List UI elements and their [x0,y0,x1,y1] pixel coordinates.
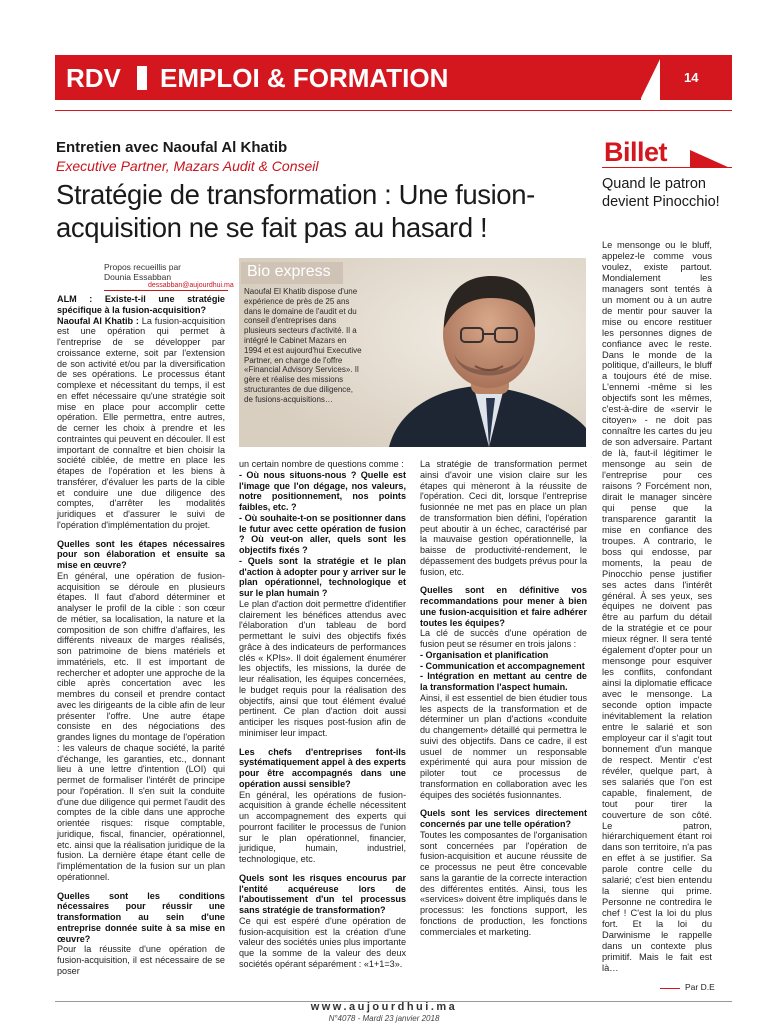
byline-line1: Propos recueillis par [104,262,182,272]
article-column-2 [239,459,406,970]
question-1: ALM : Existe-t-il une stratégie spécifique à la fusion-acquisition? [57,294,225,315]
byline [104,262,181,282]
page-number: 14 [684,70,699,85]
header-band-wedge [640,55,662,100]
questions-list [239,470,406,599]
interview-kicker: Entretien avec Naoufal Al Khatib [56,139,288,156]
bio-title: Bio express [247,263,331,280]
byline-author: Dounia Essabban [104,272,172,282]
answer-1-speaker: Naoufal Al Khatib : [57,315,139,326]
question-4: Les chefs d'entreprises font-ils systématiquement appel à des experts pour être accompagnés dans une opération aussi sensible? [239,746,406,789]
answer-5: Ce qui est espéré d'une opération de fusion-acquisition est la création d'une valeur des sociétés unies plus importante que la somme de la valeur des deux sociétés opérant séparément : «1+1=3». [239,915,406,969]
billet-signature: Par D.E [685,982,715,992]
question-6: Quelles sont en définitive vos recommandations pour mener à bien une fusion-acquisition et faire adhérer toutes les équipes? [420,585,587,628]
list-item: - Organisation et planification [420,649,549,660]
billet-text: Le mensonge ou le bluff, appelez-le comme vous voulez, existe partout. Mondialement les managers sont tentés à un moment ou à un autre de mentir pour sauver la mise ou encore restituer les personnes dignes de confiance avec le reste. Dans le monde de la politique, d'ailleurs, le bluff a toujours été de mise. L'ennemi -même si les objectifs sont les mêmes, c'est-à-dire de «servir le citoyen» - ne doit pas connaître les cartes du jeu de son adversaire. Partant de là, faut-il légitimer le mensonge au sein de l'entreprise pour ces raisons ? Forcément non, dirait le manager sincère qui pense que la transparence garantit la mise en confiance des troupes. A contrario, le boss qui endosse, par moments, la peau de Pinocchio pense justifier ses actes dans l'intérêt général. À ses yeux, ses équipes ne doivent pas être au parfum du détail de la stratégie et ce pour mieux régner. Il sera tenté également d'opter pour un mensonge pour esquiver les conflits, confondant ainsi la diplomatie efficace avec le mensonge. La seconde option impacte inévitablement la relation entre le salarié et son employeur car il s'agit tout bonnement d'un manque de respect. Mentir c'est révéler, quelque part, à ses salariés que l'on est capable, finalement, de tout pour tirer la couverture de son côté. Le patron, hiérarchiquement étant roi dans son territoire, n'a pas en effet à se justifier. Sa parole contre celle du salarié; c'est bien entendu la sienne qui prime. Personne ne contredira le chef ! C'est la loi du plus fort. Et la loi du Darwinisme le rappelle dans un contexte plus primitif. Mais le fait est là… [602,240,712,973]
answer-1-text: La fusion-acquisition est une opération qui permet à l'entreprise de se développer par croissance externe, soit par l'extension de son activité et/ou par la diversification de ses opérations. Le processus étant complexe et nécessitant du temps, il est en effet nécessaire qu'une stratégie soit mise en place pour accomplir cette opération. Elle permettra, entre autres, de cerner les choix à prendre et les contraintes qui peuvent en découler. Il est important de connaître et bien choisir la société ciblée, de mettre en place les étapes de l'opération et les biens à transférer, d'évaluer les parts de la cible et conduire une due diligence des comptes, d'arrêter les modalités juridiques et d'assurer le suivi de l'opération d'implémentation du projet. [57,315,225,530]
question-5: Quels sont les risques encourus par l'entité acquéreuse lors de l'aboutissement d'un tel processus sans stratégie de transformation? [239,872,406,915]
byline-rule [104,290,228,291]
billet-title: Quand le patron devient Pinocchio! [602,176,720,210]
answer-5-cont: La stratégie de transformation permet ainsi d'avoir une vision claire sur les étapes qui mèneront à la réussite de l'opération. Ceci dit, lorsque l'entreprise fusionnée ne met pas en place un plan de transformation bien défini, l'opération peut aboutir à un échec, caractérisé par la mauvaise gestion opérationnelle, la baisse de productivité-rendement, le dépassement des budgets prévus pour la fusion, etc. [420,459,587,577]
footer-issue: N°4078 - Mardi 23 janvier 2018 [328,1014,440,1023]
billet-label: Billet [604,137,668,167]
article-column-3 [420,459,587,937]
section-separator-bar [137,66,147,90]
answer-3-cont: un certain nombre de questions comme : [239,459,404,469]
answer-4: En général, les opérations de fusion-acquisition à grande échelle nécessitent un accompagnement des experts qui pourront faciliter le processus de l'union sur le plan opérationnel, financier, juridique, humain, industriel, technologique, etc. [239,789,406,864]
footer-url: www.aujourdhui.ma [310,1001,458,1013]
list-item: - Où souhaite-t-on se positionner dans le futur avec cette opération de fusion ? Où veut-on aller, quels sont les objectifs fixés ? [239,512,406,555]
section-rdv: RDV [66,63,121,93]
answer-3-end: Le plan d'action doit permettre d'identifier clairement les bénéfices attendus avec l'élaboration d'un tableau de bord permettant le suivi des objectifs fixés grâce à des indicateurs de performances clés « KPIs». Il doit également énumérer les objectifs, les missions, la durée de leur réalisation, les équipes concernées, le budget requis pour la réalisation des objectifs, ainsi que tout élément évalué pertinent. Ce plan d'action doit aussi anticiper les risques post-fusion afin de minimiser leur impact. [239,598,406,738]
section-title: EMPLOI & FORMATION [160,63,449,93]
article-column-1 [57,294,225,977]
billet-flag [690,150,730,168]
milestones-list [420,650,587,693]
answer-1 [57,316,225,531]
list-item: - Communication et accompagnement [420,660,585,671]
question-2: Quelles sont les étapes nécessaires pour son élaboration et ensuite sa mise en œuvre? [57,538,225,570]
billet-signature-rule [660,988,680,989]
answer-3: Pour la réussite d'une opération de fusion-acquisition, il est nécessaire de se poser [57,944,225,976]
answer-7: Toutes les composantes de l'organisation sont concernées par l'opération de fusion-acquisition et aucune réussite de ce processus ne peut être concevable sans la garantie de la correcte interaction des différentes entités. Ainsi, tous les «services» doivent être impliqués dans le processus: les fonctions support, les fonctions de production, les fonctions commerciales et marketing. [420,829,587,937]
list-item: - Quels sont la stratégie et le plan d'action à adopter pour y arriver sur le plan opérationnel, technologique et sur le plan humain ? [239,555,406,598]
interview-kicker-sub: Executive Partner, Mazars Audit & Conseil [56,158,319,174]
question-3: Quelles sont les conditions nécessaires pour réussir une transformation au sein d'une entreprise donnée suite à sa mise en œuvre? [57,890,225,944]
question-7: Quels sont les services directement concernés par une telle opération? [420,808,587,829]
article-headline: Stratégie de transformation : Une fusion-acquisition ne se fait pas au hasard ! [56,179,535,243]
billet-rule [602,167,732,168]
byline-email: dessabban@aujourdhui.ma [148,282,234,289]
answer-6: La clé de succès d'une opération de fusion peut se résumer en trois jalons : [420,628,587,649]
answer-6-end: Ainsi, il est essentiel de bien étudier tous les aspects de la transformation et de déterminer un plan d'actions «conduite du changement» détaillé qui permettra le suivi des objectifs. Dans ce cadre, il est usuel de nommer un responsable expérimenté qui aura pour mission de piloter tout ce processus de transformation en collaboration avec les équipes des sociétés fusionnantes. [420,692,587,800]
answer-2: En général, une opération de fusion-acquisition se déroule en plusieurs étapes. Il faut d'abord déterminer et analyser le profil de la cible : son cœur de métier, sa localisation, la nature et la composition de son chiffre d'affaires, les différents niveaux de marges réalisés, son patrimoine de biens matériels et immatériels, etc. Il est important de rechercher et adopter une approche de la cible après concertation avec les membres du conseil et prendre contact avec les dirigeants de la cible afin de leur présenter l'offre. Une autre étape consiste en des négociations des grandes lignes du montage de l'opération : les valeurs de chaque société, la parité d'échange, les garanties, etc., donnant lieu à une lettre d'intention (LOI) qui permet de formaliser l'intérêt de principe pour l'opération. Il s'en suit la conduite d'une due diligence qui permet l'audit des comptes de la cible dans une approche orientée risques: risque comptable, juridique, fiscal, financier, opérationnel, etc. ainsi que la réalisation juridique de la fusion. La dernière étape étant celle de l'implémentation de la fusion sur un plan opérationnel. [57,570,225,882]
header-rule [55,110,732,111]
bio-text: Naoufal El Khatib dispose d'une expérience de près de 25 ans dans le domaine de l'audit et du conseil d'entreprises dans plusieurs secteurs d'activité. Il a intégré le Cabinet Mazars en 1994 et est aujourd'hui Executive Partner, en charge de l'offre «Financial Advisory Services». Il gère et réalise des missions structurantes de due diligence, de fusions-acquisitions… [244,287,362,404]
list-item: - Où nous situons-nous ? Quelle est l'image que l'on dégage, nos valeurs, notre positionnement, nos points faibles, etc. ? [239,469,406,512]
list-item: - Intégration en mettant au centre de la transformation l'aspect humain. [420,671,587,692]
